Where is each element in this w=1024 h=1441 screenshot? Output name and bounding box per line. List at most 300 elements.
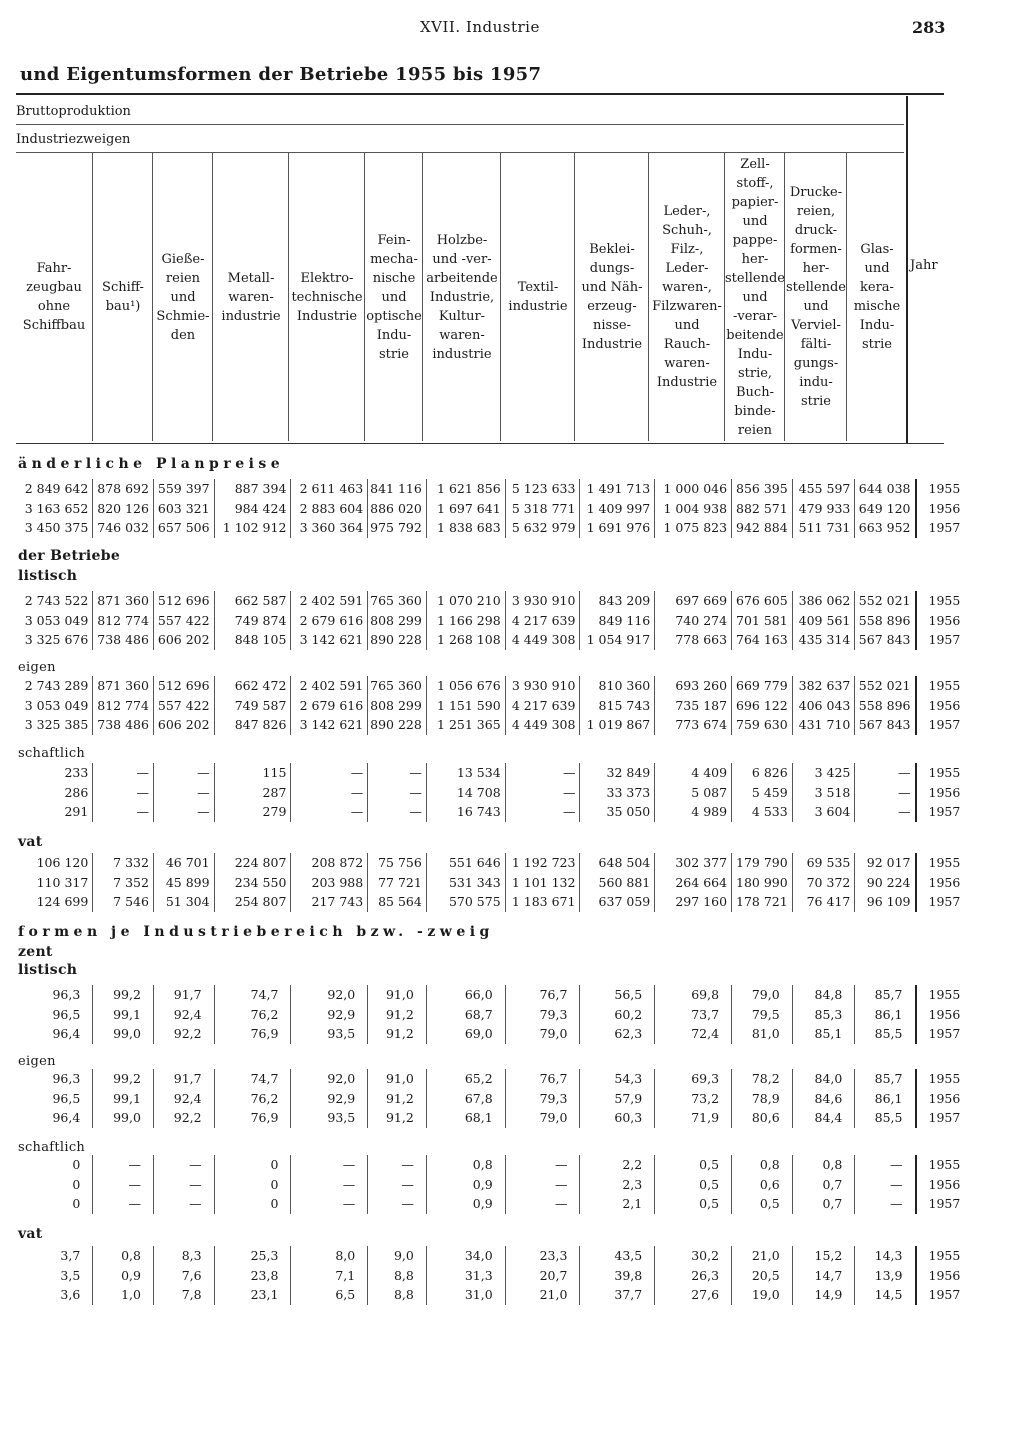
header-bottom-rule [16, 443, 944, 444]
year-cell: 1955 [916, 853, 955, 873]
value-cell: 31,0 [426, 1285, 505, 1305]
table-row [16, 802, 954, 822]
value-cell: 99,0 [93, 1108, 154, 1128]
value-cell: — [291, 763, 368, 783]
value-cell: 66,0 [426, 985, 505, 1005]
value-cell: 76,7 [505, 1069, 580, 1089]
value-cell: 179 790 [732, 853, 793, 873]
value-cell: 21,0 [505, 1285, 580, 1305]
value-cell: 749 874 [214, 611, 291, 631]
value-cell: 8,8 [368, 1285, 427, 1305]
running-head: XVII. Industrie [420, 18, 540, 36]
value-cell: 91,0 [368, 985, 427, 1005]
value-cell: 3 325 676 [24, 632, 89, 647]
value-cell: 849 116 [580, 611, 655, 631]
value-cell: — [855, 1155, 916, 1175]
value-cell: 2 679 616 [291, 611, 368, 631]
value-cell: 79,3 [505, 1089, 580, 1109]
value-cell: 738 486 [93, 715, 154, 735]
value-cell: 65,2 [426, 1069, 505, 1089]
value-cell: 0,6 [732, 1175, 793, 1195]
value-cell: 4 449 308 [505, 715, 580, 735]
value-cell: 84,4 [792, 1108, 855, 1128]
value-cell: 92,2 [153, 1108, 214, 1128]
column-header-label: Textil- industrie [508, 280, 568, 314]
value-cell: 570 575 [426, 892, 505, 912]
value-cell: — [93, 1194, 154, 1214]
value-cell: 3 142 621 [291, 715, 368, 735]
section-label: schaftlich [18, 746, 86, 761]
table-row [16, 499, 954, 519]
value-cell: 552 021 [855, 676, 916, 696]
value-cell: 96,5 [52, 1006, 81, 1022]
value-cell: — [368, 763, 427, 783]
section-label: listisch [18, 568, 78, 584]
value-cell: 46 701 [153, 853, 214, 873]
value-cell: 765 360 [368, 676, 427, 696]
year-cell: 1956 [916, 1089, 955, 1109]
year-cell: 1955 [916, 1069, 955, 1089]
column-header-label: Fein- mecha- nische und optische Indu- strie [366, 232, 422, 362]
data-table [16, 1155, 961, 1214]
value-cell: 1 151 590 [426, 696, 505, 716]
year-cell: 1956 [916, 611, 955, 631]
value-cell: 1 251 365 [426, 715, 505, 735]
year-cell: 1955 [916, 676, 955, 696]
value-cell: 234 550 [214, 873, 291, 893]
value-cell: 91,7 [153, 1069, 214, 1089]
value-cell: 3 518 [792, 783, 855, 803]
value-cell: 286 [64, 784, 89, 800]
value-cell: 5 632 979 [505, 518, 580, 538]
value-cell: 99,1 [93, 1005, 154, 1025]
column-header-label: Leder-, Schuh-, Filz-, Leder- waren-, Filzwaren- und Rauch- waren- Industrie [652, 204, 722, 390]
section-label: änderliche Planpreise [18, 456, 285, 472]
value-cell: 1 409 997 [580, 499, 655, 519]
value-cell: 208 872 [291, 853, 368, 873]
column-header-label: Gieße- reien und Schmie- den [156, 251, 210, 343]
value-cell: — [855, 783, 916, 803]
value-cell: 2 743 522 [24, 593, 89, 608]
table-row [16, 1266, 954, 1286]
value-cell: 5 087 [655, 783, 732, 803]
value-cell: 0 [72, 1196, 81, 1211]
value-cell: 84,8 [792, 985, 855, 1005]
value-cell: — [93, 1155, 154, 1175]
value-cell: 8,3 [153, 1246, 214, 1266]
value-cell: 649 120 [855, 499, 916, 519]
value-cell: — [153, 783, 214, 803]
value-cell: 657 506 [153, 518, 214, 538]
value-cell: 92,9 [291, 1089, 368, 1109]
value-cell: 92,0 [291, 985, 368, 1005]
column-header-6 [364, 153, 423, 441]
value-cell: 27,6 [655, 1285, 732, 1305]
value-cell: 3 053 049 [24, 697, 89, 713]
section-label: eigen [18, 1054, 56, 1069]
data-table [16, 676, 961, 735]
value-cell: 62,3 [580, 1024, 655, 1044]
value-cell: — [505, 763, 580, 783]
data-table [16, 853, 961, 912]
value-cell: 25,3 [214, 1246, 291, 1266]
value-cell: — [505, 802, 580, 822]
value-cell: 0,7 [792, 1194, 855, 1214]
table-row [16, 873, 954, 893]
value-cell: 696 122 [732, 696, 793, 716]
table-row [16, 1005, 954, 1025]
value-cell: 778 663 [655, 630, 732, 650]
value-cell: 567 843 [855, 630, 916, 650]
value-cell: 0,5 [732, 1194, 793, 1214]
value-cell: 1 697 641 [426, 499, 505, 519]
value-cell: 0 [214, 1194, 291, 1214]
value-cell: 79,0 [505, 1108, 580, 1128]
value-cell: — [291, 783, 368, 803]
year-cell: 1956 [916, 499, 955, 519]
value-cell: 3 325 385 [24, 717, 89, 732]
year-cell: 1956 [916, 1266, 955, 1286]
value-cell: 91,2 [368, 1108, 427, 1128]
value-cell: 74,7 [214, 1069, 291, 1089]
value-cell: 20,7 [505, 1266, 580, 1286]
column-header-8 [500, 153, 575, 441]
value-cell: — [153, 1175, 214, 1195]
value-cell: 0,8 [426, 1155, 505, 1175]
column-header-3 [152, 153, 213, 441]
value-cell: 30,2 [655, 1246, 732, 1266]
value-cell: 96 109 [855, 892, 916, 912]
value-cell: 847 826 [214, 715, 291, 735]
value-cell: 84,6 [792, 1089, 855, 1109]
value-cell: 96,4 [52, 1026, 81, 1041]
value-cell: 435 314 [792, 630, 855, 650]
value-cell: 203 988 [291, 873, 368, 893]
table-row [16, 1089, 954, 1109]
value-cell: 92,2 [153, 1024, 214, 1044]
value-cell: 14,5 [855, 1285, 916, 1305]
value-cell: 23,1 [214, 1285, 291, 1305]
value-cell: 7,6 [153, 1266, 214, 1286]
value-cell: 759 630 [732, 715, 793, 735]
value-cell: 0,9 [93, 1266, 154, 1286]
section-label: vat [18, 1226, 43, 1242]
value-cell: 2 402 591 [291, 591, 368, 611]
value-cell: 81,0 [732, 1024, 793, 1044]
value-cell: 697 669 [655, 591, 732, 611]
value-cell: 54,3 [580, 1069, 655, 1089]
value-cell: 382 637 [792, 676, 855, 696]
year-cell: 1955 [916, 1155, 955, 1175]
year-cell: 1957 [916, 1108, 955, 1128]
value-cell: 808 299 [368, 696, 427, 716]
year-cell: 1957 [916, 1194, 955, 1214]
year-cell: 1956 [916, 1175, 955, 1195]
value-cell: 984 424 [214, 499, 291, 519]
value-cell: 79,0 [505, 1024, 580, 1044]
value-cell: 60,3 [580, 1108, 655, 1128]
data-table [16, 985, 961, 1044]
value-cell: 3 163 652 [24, 500, 89, 516]
value-cell: 406 043 [792, 696, 855, 716]
value-cell: 808 299 [368, 611, 427, 631]
value-cell: 85,7 [855, 985, 916, 1005]
value-cell: 606 202 [153, 715, 214, 735]
value-cell: 512 696 [153, 591, 214, 611]
value-cell: 8,0 [291, 1246, 368, 1266]
value-cell: 409 561 [792, 611, 855, 631]
value-cell: 676 605 [732, 591, 793, 611]
value-cell: 6 826 [732, 763, 793, 783]
value-cell: 557 422 [153, 611, 214, 631]
year-cell: 1956 [916, 1005, 955, 1025]
year-cell: 1957 [916, 1285, 955, 1305]
value-cell: — [153, 1194, 214, 1214]
value-cell: 51 304 [153, 892, 214, 912]
value-cell: 75 756 [368, 853, 427, 873]
value-cell: 7 546 [93, 892, 154, 912]
year-cell: 1957 [916, 1024, 955, 1044]
value-cell: 69,3 [655, 1069, 732, 1089]
year-cell: 1956 [916, 696, 955, 716]
value-cell: — [93, 763, 154, 783]
value-cell: 77 721 [368, 873, 427, 893]
value-cell: 1 101 132 [505, 873, 580, 893]
table-row [16, 853, 954, 873]
value-cell: 85,5 [855, 1024, 916, 1044]
column-header-jahr: Jahr [910, 258, 938, 273]
value-cell: 76,7 [505, 985, 580, 1005]
value-cell: 1 691 976 [580, 518, 655, 538]
table-row [16, 1069, 954, 1089]
value-cell: 76,9 [214, 1024, 291, 1044]
value-cell: 73,2 [655, 1089, 732, 1109]
value-cell: 386 062 [792, 591, 855, 611]
value-cell: 20,5 [732, 1266, 793, 1286]
column-header-9 [574, 153, 649, 441]
year-cell: 1955 [916, 1246, 955, 1266]
year-cell: 1955 [916, 591, 955, 611]
section-label: listisch [18, 962, 78, 978]
value-cell: 85,3 [792, 1005, 855, 1025]
value-cell: 34,0 [426, 1246, 505, 1266]
value-cell: 302 377 [655, 853, 732, 873]
value-cell: 3 360 364 [291, 518, 368, 538]
column-header-label: Metall- waren- industrie [221, 270, 281, 324]
column-header-5 [288, 153, 365, 441]
value-cell: 1 491 713 [580, 479, 655, 499]
value-cell: — [153, 1155, 214, 1175]
column-header-1 [16, 153, 92, 441]
table-row [16, 1155, 954, 1175]
data-table [16, 479, 961, 538]
value-cell: 3,5 [60, 1267, 81, 1283]
value-cell: 76,9 [214, 1108, 291, 1128]
value-cell: 68,7 [426, 1005, 505, 1025]
value-cell: 93,5 [291, 1024, 368, 1044]
value-cell: 91,2 [368, 1005, 427, 1025]
value-cell: 43,5 [580, 1246, 655, 1266]
data-table [16, 591, 961, 650]
data-table [16, 1246, 961, 1305]
header-rule-1 [16, 124, 904, 125]
section-label: zent [18, 944, 53, 960]
value-cell: 16 743 [426, 802, 505, 822]
value-cell: — [153, 763, 214, 783]
value-cell: 279 [214, 802, 291, 822]
value-cell: 0 [72, 1176, 81, 1192]
value-cell: 479 933 [792, 499, 855, 519]
value-cell: 79,5 [732, 1005, 793, 1025]
value-cell: 455 597 [792, 479, 855, 499]
value-cell: 86,1 [855, 1005, 916, 1025]
value-cell: 531 343 [426, 873, 505, 893]
value-cell: 96,3 [52, 1071, 81, 1086]
column-header-10 [648, 153, 725, 441]
value-cell: 99,2 [93, 1069, 154, 1089]
year-cell: 1956 [916, 783, 955, 803]
value-cell: 85 564 [368, 892, 427, 912]
value-cell: 233 [64, 765, 89, 780]
value-cell: 512 696 [153, 676, 214, 696]
value-cell: 2 849 642 [24, 481, 89, 496]
value-cell: 67,8 [426, 1089, 505, 1109]
value-cell: 740 274 [655, 611, 732, 631]
table-row [16, 1024, 954, 1044]
value-cell: 3 450 375 [24, 520, 89, 535]
table-row [16, 479, 954, 499]
value-cell: 1 070 210 [426, 591, 505, 611]
year-cell: 1957 [916, 715, 955, 735]
value-cell: 567 843 [855, 715, 916, 735]
table-row [16, 1285, 954, 1305]
table-row [16, 715, 954, 735]
value-cell: 2 611 463 [291, 479, 368, 499]
table-row [16, 696, 954, 716]
value-cell: 84,0 [792, 1069, 855, 1089]
value-cell: 7,1 [291, 1266, 368, 1286]
value-cell: 71,9 [655, 1108, 732, 1128]
value-cell: 91,2 [368, 1089, 427, 1109]
value-cell: 6,5 [291, 1285, 368, 1305]
value-cell: 3 930 910 [505, 591, 580, 611]
value-cell: 648 504 [580, 853, 655, 873]
table-row [16, 611, 954, 631]
value-cell: — [855, 763, 916, 783]
value-cell: 92,4 [153, 1005, 214, 1025]
column-header-label: Glas- und kera- mische Indu- strie [853, 242, 901, 352]
value-cell: 92,4 [153, 1089, 214, 1109]
value-cell: 603 321 [153, 499, 214, 519]
value-cell: 224 807 [214, 853, 291, 873]
year-cell: 1957 [916, 630, 955, 650]
value-cell: 0,7 [792, 1175, 855, 1195]
value-cell: 60,2 [580, 1005, 655, 1025]
value-cell: — [505, 783, 580, 803]
value-cell: 3,6 [60, 1287, 81, 1302]
value-cell: 78,2 [732, 1069, 793, 1089]
value-cell: 96,3 [52, 987, 81, 1002]
section-label: schaftlich [18, 1140, 86, 1155]
value-cell: 841 116 [368, 479, 427, 499]
value-cell: 26,3 [655, 1266, 732, 1286]
value-cell: 92,0 [291, 1069, 368, 1089]
value-cell: 942 884 [732, 518, 793, 538]
value-cell: 3 425 [792, 763, 855, 783]
value-cell: 4 409 [655, 763, 732, 783]
value-cell: 80,6 [732, 1108, 793, 1128]
value-cell: 5 123 633 [505, 479, 580, 499]
value-cell: 551 646 [426, 853, 505, 873]
page-number: 283 [912, 18, 946, 37]
value-cell: 68,1 [426, 1108, 505, 1128]
value-cell: 86,1 [855, 1089, 916, 1109]
value-cell: 749 587 [214, 696, 291, 716]
value-cell: 14,9 [792, 1285, 855, 1305]
page-title: und Eigentumsformen der Betriebe 1955 bis 1957 [20, 64, 542, 85]
value-cell: 1 268 108 [426, 630, 505, 650]
value-cell: — [368, 783, 427, 803]
value-cell: 1 838 683 [426, 518, 505, 538]
value-cell: 15,2 [792, 1246, 855, 1266]
year-cell: 1956 [916, 873, 955, 893]
value-cell: 35 050 [580, 802, 655, 822]
value-cell: 975 792 [368, 518, 427, 538]
value-cell: 21,0 [732, 1246, 793, 1266]
value-cell: 13,9 [855, 1266, 916, 1286]
value-cell: 70 372 [792, 873, 855, 893]
column-header-label: Fahr- zeugbau ohne Schiffbau [22, 261, 86, 333]
value-cell: 14 708 [426, 783, 505, 803]
value-cell: — [855, 802, 916, 822]
value-cell: 701 581 [732, 611, 793, 631]
value-cell: 180 990 [732, 873, 793, 893]
table-row [16, 518, 954, 538]
value-cell: 39,8 [580, 1266, 655, 1286]
value-cell: 110 317 [36, 874, 89, 890]
column-header-label: Beklei- dungs- und Näh- erzeug- nisse- Industrie [581, 242, 643, 352]
table-row [16, 1194, 954, 1214]
value-cell: 856 395 [732, 479, 793, 499]
value-cell: 2 402 591 [291, 676, 368, 696]
value-cell: 662 472 [214, 676, 291, 696]
value-cell: 746 032 [93, 518, 154, 538]
value-cell: — [93, 802, 154, 822]
value-cell: 79,3 [505, 1005, 580, 1025]
value-cell: 1 075 823 [655, 518, 732, 538]
value-cell: 871 360 [93, 676, 154, 696]
value-cell: 23,3 [505, 1246, 580, 1266]
value-cell: 812 774 [93, 696, 154, 716]
value-cell: 0,5 [655, 1155, 732, 1175]
value-cell: 0,5 [655, 1175, 732, 1195]
value-cell: — [505, 1175, 580, 1195]
value-cell: 693 260 [655, 676, 732, 696]
value-cell: 765 360 [368, 591, 427, 611]
value-cell: 37,7 [580, 1285, 655, 1305]
value-cell: 3 053 049 [24, 612, 89, 628]
value-cell: 90 224 [855, 873, 916, 893]
value-cell: 0,8 [732, 1155, 793, 1175]
value-cell: 78,9 [732, 1089, 793, 1109]
value-cell: 2,3 [580, 1175, 655, 1195]
value-cell: 76,2 [214, 1005, 291, 1025]
table-row [16, 892, 954, 912]
value-cell: 91,7 [153, 985, 214, 1005]
data-table [16, 1069, 961, 1128]
value-cell: — [291, 1155, 368, 1175]
value-cell: 0 [72, 1157, 81, 1172]
